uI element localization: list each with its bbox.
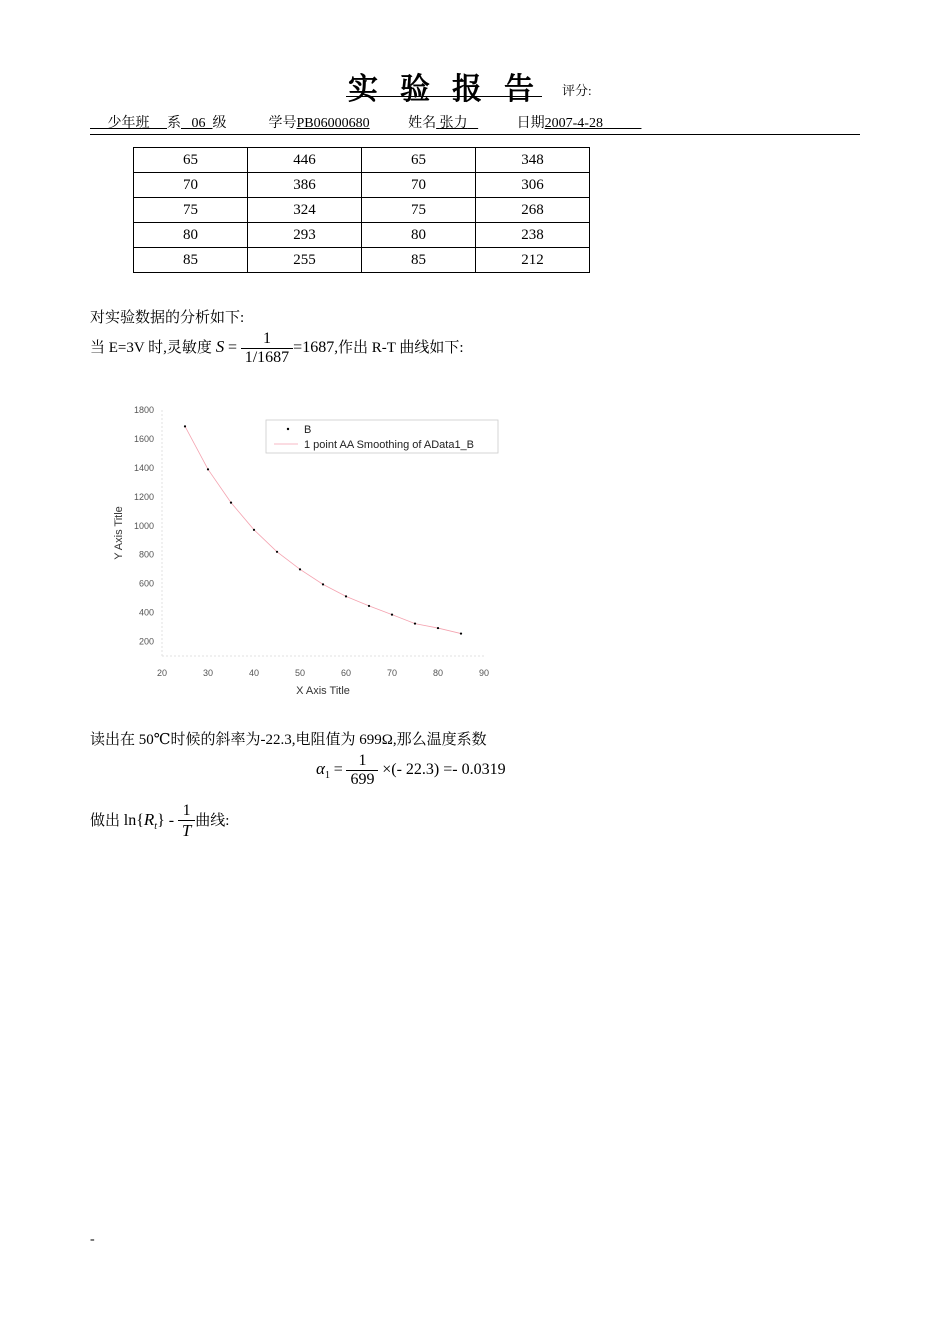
header-rule (90, 134, 860, 135)
report-title: 实验报告 (348, 73, 556, 106)
ln-subscript: t (154, 820, 158, 832)
alpha-fraction (346, 752, 378, 789)
y-tick-label: 800 (138, 549, 154, 560)
ln-curve-line (90, 802, 229, 841)
table-cell: 386 (248, 173, 362, 198)
rt-chart (100, 398, 520, 708)
table-cell: 85 (134, 248, 248, 273)
ln-suffix: 曲线: (195, 812, 230, 829)
chart-series (184, 425, 462, 634)
y-tick-label: 200 (138, 636, 154, 647)
alpha-equation (316, 752, 506, 789)
class-field (90, 116, 167, 131)
table-cell: 75 (362, 198, 476, 223)
table-cell: 65 (362, 148, 476, 173)
name-value: 张力 (439, 116, 468, 131)
chart-legend (266, 420, 498, 453)
ln-prefix: 做出 (90, 812, 121, 829)
data-point (184, 425, 186, 427)
ln-fraction (178, 802, 195, 841)
y-tick-label: 1000 (133, 520, 154, 531)
y-tick-label: 1400 (133, 462, 154, 473)
data-point (207, 468, 209, 470)
data-point (345, 595, 347, 597)
sens-symbol: S (215, 336, 225, 356)
table-body (134, 148, 590, 273)
table-row (134, 223, 590, 248)
ln-denominator: T (181, 821, 192, 840)
y-axis-title: Y Axis Title (113, 506, 125, 560)
table-row (134, 248, 590, 273)
table-cell: 212 (476, 248, 590, 273)
table-cell: 75 (134, 198, 248, 223)
alpha-subscript: 1 (324, 769, 330, 781)
data-point (276, 551, 278, 553)
data-point (391, 614, 393, 616)
x-tick-label: 50 (294, 668, 306, 678)
name-label: 姓名 (408, 116, 437, 131)
data-point (414, 622, 416, 624)
x-tick-label: 30 (202, 668, 214, 678)
data-point (299, 568, 301, 570)
table-cell: 70 (134, 173, 248, 198)
class-value: 少年班 (107, 116, 150, 131)
table-cell: 268 (476, 198, 590, 223)
table-cell: 255 (248, 248, 362, 273)
y-tick-label: 400 (138, 607, 154, 618)
score-label: 评分: (562, 83, 592, 98)
y-tick-label: 1600 (133, 433, 154, 444)
table-cell: 80 (134, 223, 248, 248)
data-point (322, 583, 324, 585)
alpha-rest: ×(- 22.3) =- 0.0319 (382, 760, 506, 778)
smoothing-curve (185, 426, 461, 633)
legend-marker-points (287, 428, 289, 430)
sens-result: =1687 (293, 338, 335, 356)
x-tick-label: 90 (478, 668, 490, 678)
grade-value: 06 (191, 116, 206, 131)
table-cell: 446 (248, 148, 362, 173)
sens-denominator: 1/1687 (244, 349, 290, 366)
table-cell: 70 (362, 173, 476, 198)
ln-func: ln{ (123, 811, 144, 829)
alpha-denominator: 699 (350, 771, 375, 788)
id-value: PB06000680 (296, 116, 370, 131)
legend-label-line: 1 point AA Smoothing of AData1_B (304, 439, 475, 451)
table-row (134, 173, 590, 198)
grade-label: 级 (212, 116, 227, 131)
date-label: 日期 (516, 116, 545, 131)
x-tick-label: 40 (248, 668, 260, 678)
x-axis-title: X Axis Title (296, 685, 350, 697)
date-field (545, 116, 642, 131)
ln-numerator: 1 (178, 802, 195, 821)
title-underline (346, 96, 542, 97)
date-value: 2007-4-28 (544, 116, 603, 131)
ln-close: } - (157, 811, 175, 829)
x-tick-label: 60 (340, 668, 352, 678)
sens-fraction (241, 330, 293, 367)
data-point (253, 529, 255, 531)
table-cell: 65 (134, 148, 248, 173)
alpha-symbol: α (316, 758, 325, 778)
x-tick-label: 70 (386, 668, 398, 678)
sens-prefix: 当 E=3V 时,灵敏度 (90, 339, 212, 356)
sensitivity-line (90, 330, 464, 367)
ln-var: R (143, 809, 155, 829)
id-label: 学号 (268, 116, 297, 131)
y-tick-label: 1200 (133, 491, 154, 502)
y-tick-label: 1800 (133, 405, 154, 415)
alpha-eq-sign: = (333, 760, 343, 778)
page-footer-dash: - (90, 1232, 95, 1247)
data-point (368, 605, 370, 607)
data-table (133, 147, 590, 273)
sens-suffix: ,作出 R-T 曲线如下: (334, 339, 464, 356)
name-field (436, 116, 478, 131)
slope-line: 读出在 50℃时候的斜率为-22.3,电阻值为 699Ω,那么温度系数 (90, 732, 487, 748)
table-cell: 80 (362, 223, 476, 248)
alpha-numerator: 1 (346, 752, 378, 771)
y-tick-label: 600 (138, 578, 154, 589)
data-point (230, 502, 232, 504)
data-point (460, 632, 462, 634)
sens-numerator: 1 (241, 330, 293, 349)
grade-field (181, 116, 213, 131)
table-cell: 293 (248, 223, 362, 248)
table-cell: 238 (476, 223, 590, 248)
student-info-line (90, 112, 641, 132)
table-row (134, 148, 590, 173)
x-tick-label: 20 (156, 668, 168, 678)
table-row (134, 198, 590, 223)
analysis-intro: 对实验数据的分析如下: (90, 310, 245, 326)
data-point (437, 627, 439, 629)
table-cell: 324 (248, 198, 362, 223)
x-tick-label: 80 (432, 668, 444, 678)
table-cell: 348 (476, 148, 590, 173)
sens-eq: = (227, 338, 237, 356)
dept-label: 系 (167, 116, 181, 131)
legend-label-points: B (304, 424, 312, 436)
table-cell: 306 (476, 173, 590, 198)
table-cell: 85 (362, 248, 476, 273)
